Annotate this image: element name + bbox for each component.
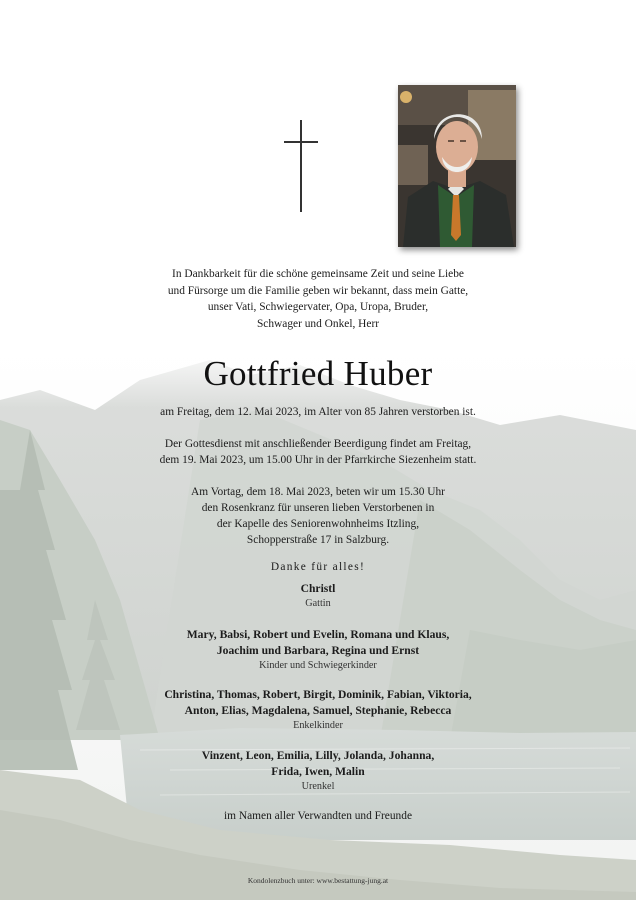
mourner-names: Frida, Iwen, Malin <box>271 765 365 778</box>
mourner-role: Kinder und Schwiegerkinder <box>259 660 377 671</box>
rosary-info <box>0 484 636 548</box>
mourner-names: Mary, Babsi, Robert und Evelin, Romana und Klaus, <box>186 628 450 641</box>
intro-line: und Fürsorge um die Familie geben wir bekannt, dass mein Gatte, <box>167 284 469 297</box>
death-notice <box>0 404 636 420</box>
rosary-line: der Kapelle des Seniorenwohnheims Itzling, <box>216 518 420 530</box>
intro-line: unser Vati, Schwiegervater, Opa, Uropa, Bruder, <box>207 301 429 313</box>
rosary-line: Schopperstraße 17 in Salzburg. <box>246 534 390 546</box>
intro-line: Schwager und Onkel, Herr <box>256 317 380 330</box>
funeral-info <box>0 436 636 468</box>
mourner-role: Gattin <box>305 598 331 609</box>
deceased-name: Gottfried Huber <box>203 354 433 393</box>
funeral-line: dem 19. Mai 2023, um 15.00 Uhr in der Pfarrkirche Siezenheim statt. <box>159 454 477 466</box>
rosary-line: Am Vortag, dem 18. Mai 2023, beten wir um 15.30 Uhr <box>191 486 445 498</box>
portrait-photo <box>398 85 516 247</box>
funeral-line: Der Gottesdienst mit anschließender Beerdigung findet am Freitag, <box>164 438 472 450</box>
closing-line: im Namen aller Verwandten und Freunde <box>224 810 412 822</box>
mourner-role: Urenkel <box>301 781 335 792</box>
thanks-line: Danke für alles! <box>270 561 366 573</box>
death-notice-line: am Freitag, dem 12. Mai 2023, im Alter von 85 Jahren verstorben ist. <box>160 406 476 418</box>
mourner-names: Christl <box>300 582 336 595</box>
mourner-role: Enkelkinder <box>293 720 343 731</box>
cross-icon <box>284 120 320 212</box>
mourner-group-great-grandchildren <box>0 748 636 794</box>
mourner-group-children <box>0 627 636 673</box>
mourner-names: Christina, Thomas, Robert, Birgit, Dominik, Fabian, Viktoria, <box>164 688 472 701</box>
mourner-group-spouse <box>0 581 636 611</box>
mourner-group-grandchildren <box>0 687 636 733</box>
mourner-names: Vinzent, Leon, Emilia, Lilly, Jolanda, Johanna, <box>201 749 435 762</box>
condolence-book-footer: Kondolenzbuch unter: www.bestattung-jung.at <box>247 876 389 885</box>
rosary-line: den Rosenkranz für unseren lieben Verstorbenen in <box>201 502 435 514</box>
mourner-names: Joachim und Barbara, Regina und Ernst <box>216 644 420 657</box>
intro-line: In Dankbarkeit für die schöne gemeinsame Zeit und seine Liebe <box>172 268 464 280</box>
mourner-names: Anton, Elias, Magdalena, Samuel, Stephanie, Rebecca <box>184 704 452 717</box>
intro-text <box>0 266 636 332</box>
